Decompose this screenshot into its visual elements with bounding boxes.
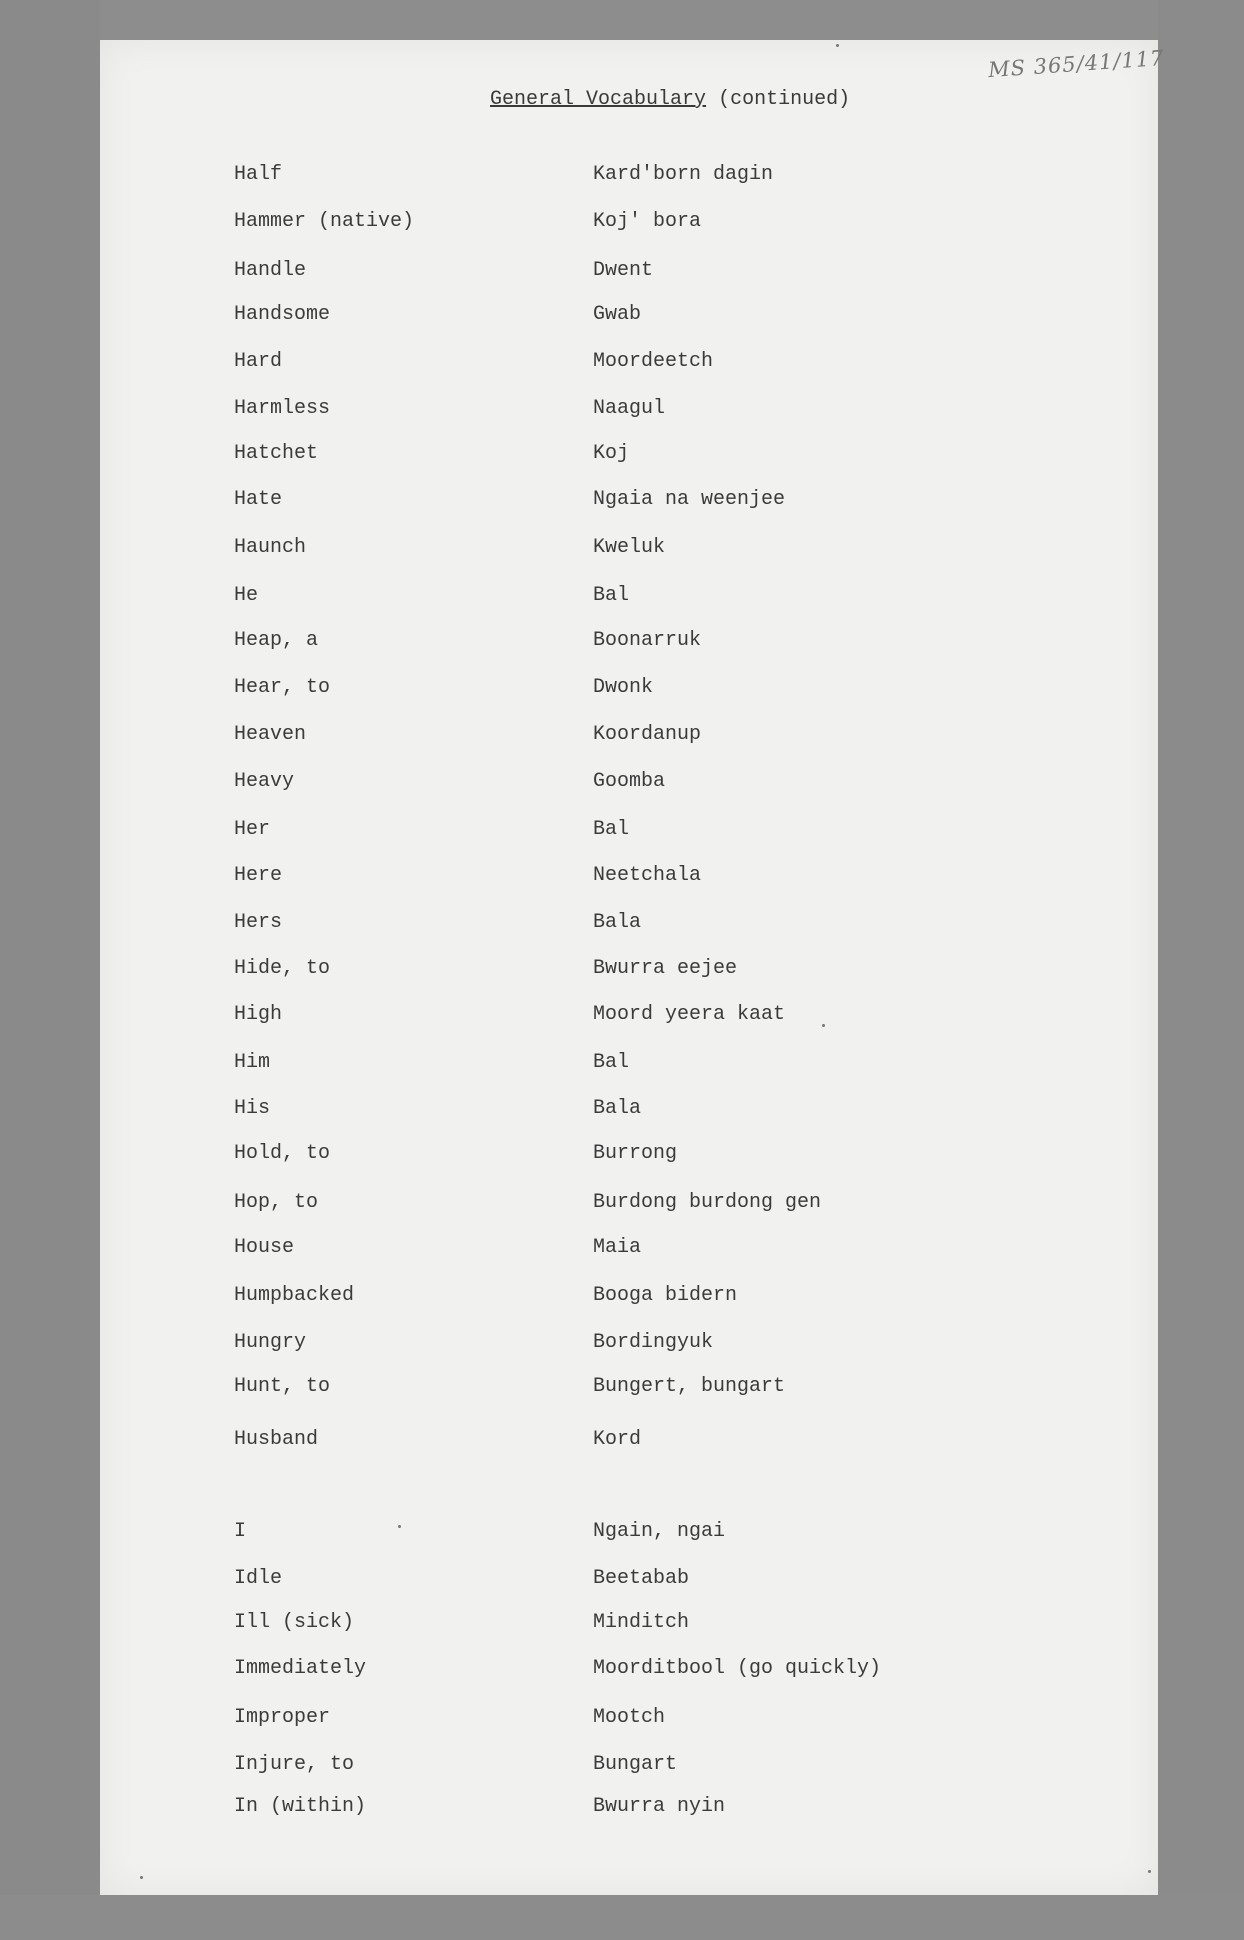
english-word: Hate — [234, 488, 283, 511]
native-word: Maia — [593, 1236, 642, 1259]
english-word: Here — [234, 864, 283, 887]
english-word: His — [234, 1097, 271, 1120]
vocab-row — [0, 1520, 1244, 1550]
english-word: Him — [234, 1051, 271, 1074]
english-word: Hungry — [234, 1331, 307, 1354]
native-word: Burdong burdong gen — [593, 1191, 822, 1214]
native-word: Bal — [593, 584, 630, 607]
native-word: Kord — [593, 1428, 642, 1451]
english-word: Hers — [234, 911, 283, 934]
native-word: Bwurra eejee — [593, 957, 738, 980]
vocab-row — [0, 911, 1244, 941]
vocab-row — [0, 864, 1244, 894]
native-word: Koj — [593, 442, 630, 465]
vocab-row — [0, 676, 1244, 706]
english-word: Hatchet — [234, 442, 319, 465]
vocab-row — [0, 957, 1244, 987]
vocab-row — [0, 259, 1244, 289]
native-word: Mootch — [593, 1706, 666, 1729]
native-word: Bungert, bungart — [593, 1375, 786, 1398]
english-word: Humpbacked — [234, 1284, 355, 1307]
native-word: Kard'born dagin — [593, 163, 774, 186]
english-word: Idle — [234, 1567, 283, 1590]
native-word: Bala — [593, 1097, 642, 1120]
vocab-row — [0, 1795, 1244, 1825]
vocab-row — [0, 1284, 1244, 1314]
paper-speck — [822, 1024, 825, 1027]
native-word: Ngain, ngai — [593, 1520, 726, 1543]
native-word: Dwonk — [593, 676, 654, 699]
native-word: Bwurra nyin — [593, 1795, 726, 1818]
vocab-row — [0, 1051, 1244, 1081]
english-word: Hammer (native) — [234, 210, 415, 233]
native-word: Neetchala — [593, 864, 702, 887]
vocab-row — [0, 1236, 1244, 1266]
vocab-row — [0, 1611, 1244, 1641]
vocab-row — [0, 488, 1244, 518]
vocab-row — [0, 1657, 1244, 1687]
vocab-row — [0, 723, 1244, 753]
english-word: Husband — [234, 1428, 319, 1451]
english-word: House — [234, 1236, 295, 1259]
vocab-row — [0, 1375, 1244, 1405]
native-word: Goomba — [593, 770, 666, 793]
vocab-row — [0, 442, 1244, 472]
vocab-row — [0, 629, 1244, 659]
vocab-row — [0, 1428, 1244, 1458]
english-word: Harmless — [234, 397, 331, 420]
native-word: Minditch — [593, 1611, 690, 1634]
scan-border-bottom — [0, 1895, 1244, 1940]
vocab-row — [0, 350, 1244, 380]
vocab-row — [0, 584, 1244, 614]
english-word: Hunt, to — [234, 1375, 331, 1398]
native-word: Dwent — [593, 259, 654, 282]
vocab-row — [0, 303, 1244, 333]
title-main: General Vocabulary — [490, 88, 707, 111]
paper-speck — [1148, 1870, 1151, 1873]
title-suffix: (continued) — [718, 88, 851, 111]
native-word: Bordingyuk — [593, 1331, 714, 1354]
native-word: Moord yeera kaat — [593, 1003, 786, 1026]
native-word: Beetabab — [593, 1567, 690, 1590]
vocab-row — [0, 1003, 1244, 1033]
vocab-row — [0, 1097, 1244, 1127]
english-word: Haunch — [234, 536, 307, 559]
english-word: Heavy — [234, 770, 295, 793]
english-word: Heaven — [234, 723, 307, 746]
native-word: Booga bidern — [593, 1284, 738, 1307]
english-word: Hear, to — [234, 676, 331, 699]
paper-speck — [836, 44, 839, 47]
english-word: Heap, a — [234, 629, 319, 652]
vocab-row — [0, 397, 1244, 427]
vocab-row — [0, 818, 1244, 848]
native-word: Naagul — [593, 397, 666, 420]
english-word: Improper — [234, 1706, 331, 1729]
vocab-row — [0, 1142, 1244, 1172]
native-word: Ngaia na weenjee — [593, 488, 786, 511]
english-word: I — [234, 1520, 247, 1543]
scan-border-top — [0, 0, 1244, 40]
vocab-row — [0, 210, 1244, 240]
english-word: Her — [234, 818, 271, 841]
archive-reference: MS 365/41/117 — [987, 45, 1166, 83]
english-word: Handsome — [234, 303, 331, 326]
native-word: Moorditbool (go quickly) — [593, 1657, 882, 1680]
native-word: Koordanup — [593, 723, 702, 746]
paper-speck — [140, 1876, 143, 1879]
page-title — [490, 88, 850, 111]
english-word: High — [234, 1003, 283, 1026]
native-word: Burrong — [593, 1142, 678, 1165]
native-word: Koj' bora — [593, 210, 702, 233]
english-word: He — [234, 584, 259, 607]
english-word: Injure, to — [234, 1753, 355, 1776]
english-word: Hop, to — [234, 1191, 319, 1214]
english-word: Handle — [234, 259, 307, 282]
native-word: Bala — [593, 911, 642, 934]
english-word: Hold, to — [234, 1142, 331, 1165]
english-word: Hide, to — [234, 957, 331, 980]
native-word: Moordeetch — [593, 350, 714, 373]
paper-speck — [398, 1525, 401, 1528]
native-word: Bal — [593, 818, 630, 841]
vocab-row — [0, 1567, 1244, 1597]
vocab-row — [0, 1191, 1244, 1221]
native-word: Boonarruk — [593, 629, 702, 652]
vocab-row — [0, 1753, 1244, 1783]
native-word: Bal — [593, 1051, 630, 1074]
vocab-row — [0, 1331, 1244, 1361]
native-word: Gwab — [593, 303, 642, 326]
english-word: Hard — [234, 350, 283, 373]
vocab-row — [0, 770, 1244, 800]
native-word: Bungart — [593, 1753, 678, 1776]
english-word: In (within) — [234, 1795, 367, 1818]
vocab-row — [0, 1706, 1244, 1736]
english-word: Immediately — [234, 1657, 367, 1680]
vocab-row — [0, 536, 1244, 566]
vocab-row — [0, 163, 1244, 193]
english-word: Ill (sick) — [234, 1611, 355, 1634]
native-word: Kweluk — [593, 536, 666, 559]
english-word: Half — [234, 163, 283, 186]
